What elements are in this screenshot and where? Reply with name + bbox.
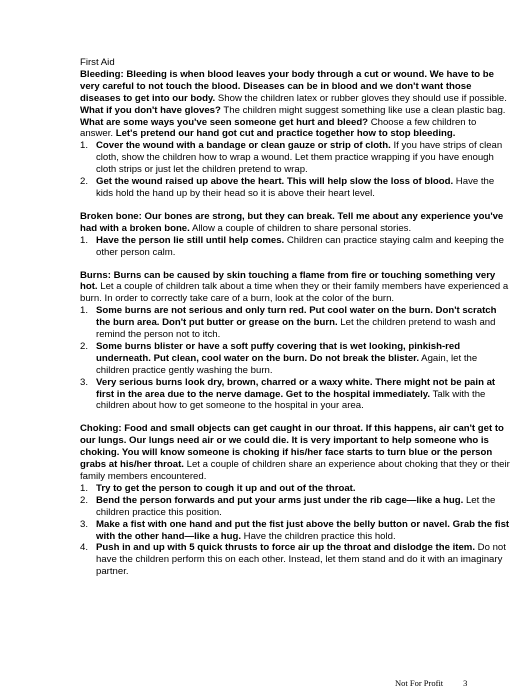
choking-steps [80, 483, 510, 578]
burns-section [80, 270, 510, 413]
list-item: 1. Try to get the person to cough it up and out of the throat. [80, 482, 356, 494]
page-number: 3 [463, 678, 468, 688]
burns-steps [80, 305, 510, 412]
choking-intro: Choking: Food and small objects can get caught in our throat. If this happens, air can't get to our lungs. Our lungs need air or we could die. It is very important to help someone who is choking. You will know someone is choking if his/her face starts to turn blue or the person grabs at his/her throat. Let a couple of children share an experience about choking that they or their family members encountered. [80, 423, 510, 482]
list-item: 2. Some burns blister or have a soft puffy covering that is wet looking, pinkish-red underneath. Put clean, cool water on the burn. Do not break the blister. Again, let the children practice gently washing the burn. [80, 340, 478, 376]
list-item: 1. Some burns are not serious and only turn red. Put cool water on the burn. Don't scratch the burn area. Don't put butter or grease on the burn. Let the children pretend to wash and remind the person not to itch. [80, 305, 497, 341]
list-item: 4. Push in and up with 5 quick thrusts to force air up the throat and dislodge the item. Do not have the children perform this on each other. Instead, let them stand and do it with an imaginary partner. [80, 542, 506, 578]
list-item: 3. Very serious burns look dry, brown, charred or a waxy white. There might not be pain at first in the area due to the nerve damage. Get to the hospital immediately. Talk with the children about how to get someone to the hospital in your area. [80, 376, 496, 412]
list-item: 2. Get the wound raised up above the heart. This will help slow the loss of blood. Have the kids hold the hand up by their head so it is above their heart level. [80, 176, 495, 199]
list-item: 1. Cover the wound with a bandage or clean gauze or strip of cloth. If you have strips of clean cloth, show the children how to wrap a wound. Let them practice wrapping if you have enough cloth strips or just let the children pretend to wrap. [80, 140, 503, 176]
broken-bone-intro: Broken bone: Our bones are strong, but they can break. Tell me about any experience you've had with a broken bone. Allow a couple of children to share personal stories. [80, 210, 504, 234]
page-footer [395, 678, 495, 688]
list-item: 1. Have the person lie still until help comes. Children can practice staying calm and keeping the other person calm. [80, 234, 504, 258]
burns-intro: Burns: Burns can be caused by skin touching a flame from fire or touching something very hot. Let a couple of children talk about a time when they or their family members have experienced a burn. In order to correctly take care of a burn, look at the color of the burn. [80, 269, 509, 305]
footer-label: Not For Profit [395, 678, 444, 688]
broken-bone-steps [80, 235, 510, 259]
list-item: 2. Bend the person forwards and put your arms just under the rib cage—like a hug. Let the children practice this position. [80, 494, 496, 518]
bleeding-steps [80, 140, 510, 200]
bleeding-section [80, 69, 510, 200]
choking-section [80, 423, 510, 578]
bleeding-intro: Bleeding: Bleeding is when blood leaves your body through a cut or wound. We have to be very careful to not touch the blood. Diseases can be in blood and we don't want those diseases to get into our body. Show the children latex or rubber gloves they should use if possible. What if you don't have gloves? The children might suggest something like use a clean plastic bag. What are some ways you've seen someone get hurt and bleed? Choose a few children to answer. Let's pretend our hand got cut and practice together how to stop bleeding. [80, 68, 507, 140]
list-item: 3. Make a fist with one hand and put the fist just above the belly button or navel. Grab the fist with the other hand—like a hug. Have the children practice this hold. [80, 518, 510, 542]
page-title: First Aid [80, 57, 115, 68]
broken-bone-section [80, 211, 510, 259]
document-page [80, 57, 510, 589]
